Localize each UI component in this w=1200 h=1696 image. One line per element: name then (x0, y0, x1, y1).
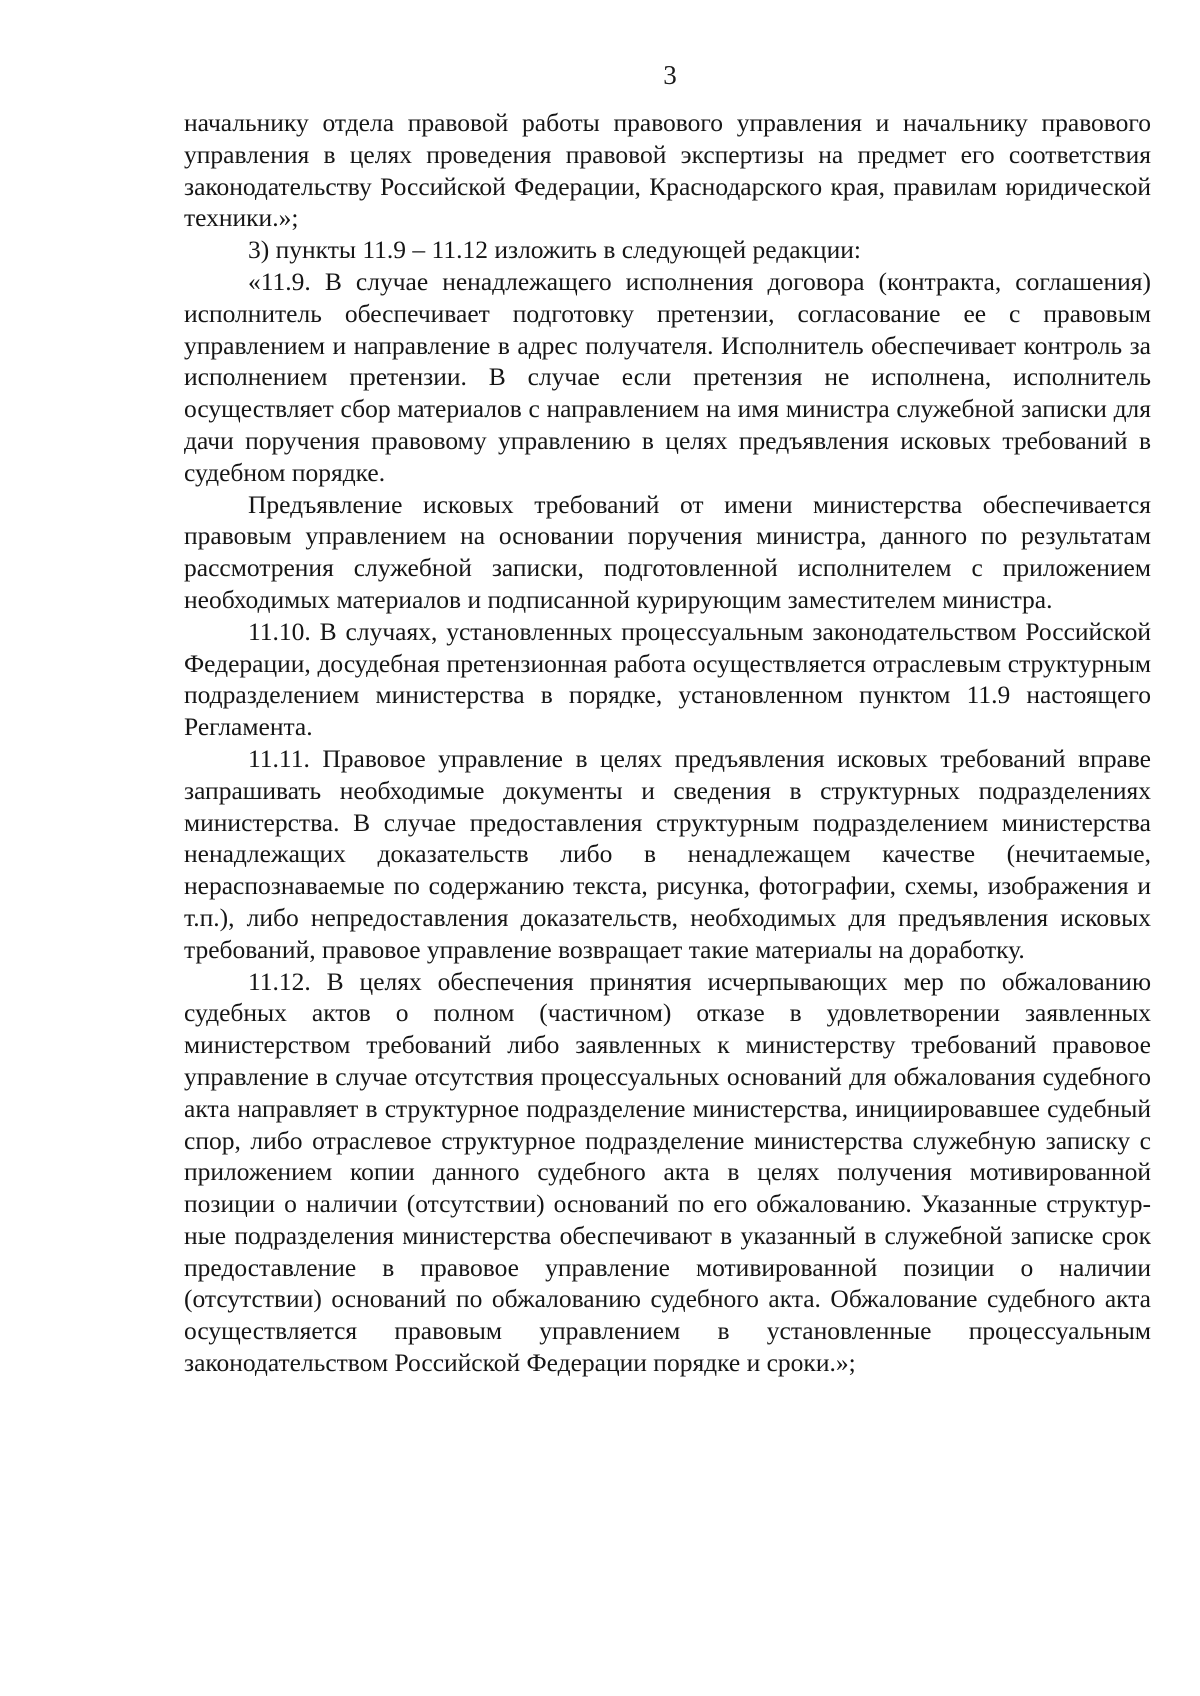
page-number: 3 (663, 60, 677, 90)
paragraph-clause-11-9-claims: Предъявление исковых требований от имени министерства обеспечивается правовым управлением на основании поручения министра, данного по результатам рассмотрения служебной записки, подготовленной исполнителем с приложением необходимых материалов и подписанной курирующим заместителем министра. (184, 489, 1151, 614)
paragraph-clause-11-10: 11.10. В случаях, установленных процессуальным законодательством Российской Федерации, досудебная претензионная работа осуществляется отраслевым структурным подразделением министерства в порядке, установленном пунктом 11.9 настоящего Регламента. (184, 616, 1151, 742)
paragraph-clause-11-11: 11.11. Правовое управление в целях предъявления исковых требований вправе запрашивать необходимые документы и сведения в структурных подразделениях министерства. В случае предоставления структурным подразделением министерства ненадлежащих доказательств либо в ненадлежащем качестве (нечитаемые, нераспознаваемые по содержанию текста, рисунка, фотографии, схемы, изображения и т.п.), либо непредоставления доказательств, необходимых для предъявления исковых требований, правовое управление возвращает такие материалы на доработку. (184, 743, 1151, 964)
document-body (184, 107, 1151, 1379)
paragraph-clause-11-12: 11.12. В целях обеспечения принятия исчерпывающих мер по обжалованию судебных актов о полном (частичном) отказе в удовлетворении заявленных министерством требований либо заявленных к министерству требований правовое управление в случае отсутствия процессуальных оснований для обжалования судебного акта направляет в структурное подразделение министерства, инициировавшее судебный спор, либо отраслевое структурное подразделение министерства служебную записку с приложением копии данного судебного акта в целях получения мотивированной позиции о наличии (отсутствии) оснований по его обжалованию. Указанные структурные подразделения министерства обеспечивают в указанный в служебной записке срок предоставление в правовое управление мотивированной позиции о наличии (отсутствии) оснований по обжалованию судебного акта. Обжалование судебного акта осуществляется правовым управлением в установленные процессуальным законодательством Российской Федерации порядке и сроки.»; (184, 966, 1151, 1378)
paragraph-continuation: начальнику отдела правовой работы правового управления и начальнику правового управления в целях проведения правовой экспертизы на предмет его соответствия законодательству Российской Федерации, Краснодарского края, правилам юридической техники.»; (184, 108, 1151, 233)
paragraph-amendment-3: 3) пункты 11.9 – 11.12 изложить в следующей редакции: (248, 235, 861, 265)
paragraph-clause-11-9: «11.9. В случае ненадлежащего исполнения договора (контракта, соглашения) исполнитель обеспечивает подготовку претензии, согласование ее с правовым управлением и направление в адрес получателя. Исполнитель обеспечивает контроль за исполнением претензии. В случае если претензия не исполнена, исполнитель осуществляет сбор материалов с направлением на имя министра служебной записки для дачи поручения правовому управлению в целях предъявления исковых требований в судебном порядке. (184, 266, 1151, 487)
